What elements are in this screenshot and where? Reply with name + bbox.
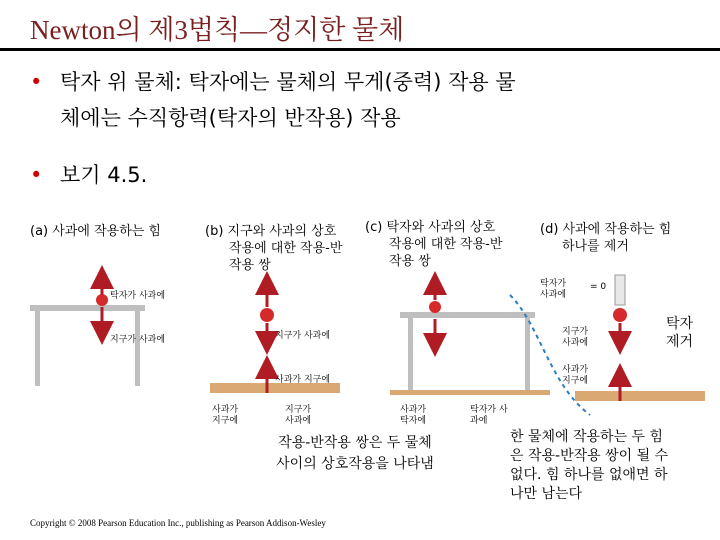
bullet-marker-1: • [30, 70, 43, 94]
label-d-earth-on-apple: 지구가 사과에 [562, 327, 589, 348]
panel-c-caption-line-1: 탁자와 사과의 상호 [386, 220, 496, 235]
panel-b-caption [205, 223, 342, 274]
panel-d-letter: (d) [540, 222, 559, 237]
label-c-eq-right: 탁자가 사 과에 [470, 405, 508, 426]
copyright-notice: Copyright © 2008 Pearson Education Inc., publishing as Pearson Addison-Wesley [30, 518, 326, 528]
panel-a-apple [96, 294, 108, 306]
panel-d-caption-line-1: 사과에 작용하는 힘 [562, 222, 672, 237]
figure-4-5 [30, 215, 710, 525]
panel-d-caption-line-2: 하나를 제거 [562, 239, 629, 254]
label-b-eq-left: 사과가 지구에 [212, 405, 239, 426]
mid-caption: 작용-반작용 쌍은 두 물체 사이의 상호작용을 나타냄 [276, 435, 434, 472]
label-d-remove-table: 탁자 제거 [666, 316, 694, 350]
panel-a-caption-text: 사과에 작용하는 힘 [52, 224, 161, 239]
label-table-on-apple: 탁자가 사과에 [110, 291, 166, 301]
panel-c-caption-line-2: 작용에 대한 작용-반 [389, 237, 503, 252]
panel-d-caption [540, 221, 671, 255]
bullet-marker-2: • [30, 163, 43, 187]
panel-b-caption-line-1: 지구와 사과의 상호 [227, 224, 337, 239]
bullet-text-1 [60, 64, 516, 136]
right-caption: 한 물체에 작용하는 두 힘 은 작용-반작용 쌍이 될 수 없다. 힘 하나를 없애면 하 나만 남는다 [510, 429, 669, 502]
label-b-eq-right: 지구가 사과에 [285, 405, 312, 426]
panel-b-letter: (b) [205, 224, 224, 239]
label-b-apple-on-earth: 사과가 지구에 [275, 375, 331, 385]
label-earth-on-apple: 지구가 사과에 [110, 335, 166, 345]
label-d-apple-on-earth: 사과가 지구에 [562, 365, 589, 386]
bullet-1-line-2: 체에는 수직항력(탁자의 반작용) 작용 [60, 106, 401, 130]
panel-a-caption [30, 223, 161, 240]
label-d-zero: = 0 [590, 282, 607, 292]
bullet-1-line-1: 탁자 위 물체: 탁자에는 물체의 무게(중력) 작용 물 [60, 70, 516, 94]
panel-c-caption [365, 219, 502, 270]
panel-b-caption-line-2: 작용에 대한 작용-반 [229, 241, 343, 256]
label-d-table-on-apple: 탁자가 사과에 [540, 279, 567, 300]
panel-c-letter: (c) [365, 220, 383, 235]
label-c-eq-left: 사과가 탁자에 [400, 405, 427, 426]
label-b-earth-on-apple: 지구가 사과에 [275, 331, 331, 341]
slide-title: Newton의 제3법칙—정지한 물체 [30, 15, 405, 45]
panel-b-caption-line-3: 작용 쌍 [229, 258, 271, 273]
panel-a-letter: (a) [30, 224, 49, 239]
title-divider [0, 48, 720, 51]
panel-c-caption-line-3: 작용 쌍 [389, 254, 431, 269]
bullet-text-2: 보기 4.5. [60, 163, 148, 187]
